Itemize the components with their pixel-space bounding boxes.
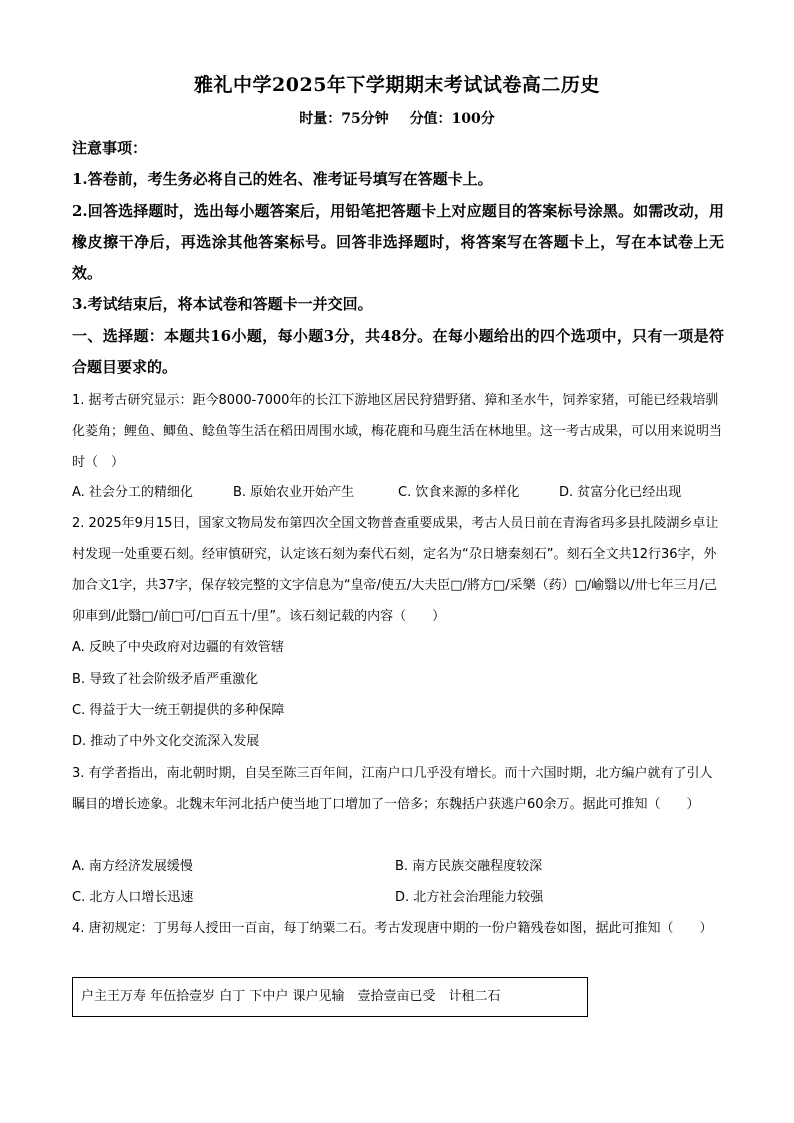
option-a[interactable]: A. 反映了中央政府对边疆的有效管辖: [72, 640, 284, 655]
household-record-box: 户主王万寿 年伍拾壹岁 白丁 下中户 课户见输 壹拾壹亩已受 计租二石: [72, 977, 588, 1017]
option-a[interactable]: A. 社会分工的精细化: [72, 485, 193, 500]
question-3-options-row1: [72, 851, 724, 882]
option-d[interactable]: D. 贫富分化已经出现: [559, 485, 682, 500]
exam-meta: [0, 108, 794, 128]
question-3-options-row2: [72, 882, 724, 913]
exam-title: 雅礼中学2025年下学期期末考试试卷高二历史: [194, 74, 600, 96]
option-b[interactable]: B. 原始农业开始产生: [233, 485, 355, 500]
question-4-stem: 4. 唐初规定：丁男每人授田一百亩，每丁纳粟二石。考古发现唐中期的一份户籍残卷如图，据此可推知（ ）: [72, 921, 713, 936]
question-2-stem: 2. 2025年9月15日，国家文物局发布第四次全国文物普查重要成果，考古人员日前在青海省玛多县扎陵湖乡卓让村发现一处重要石刻。经审慎研究，认定该石刻为秦代石刻，定名为“尕日塘秦刻石”。刻石全文共12行36字，外加合文1字，共37字，保存较完整的文字信息为“皇帝/使五/大夫臣□/將方□/采樂（药）□/崳翳以/卅七年三月/己卯車到/此翳□/前□可/□百五十/里”。该石刻记载的内容（ ）: [72, 516, 719, 624]
option-a[interactable]: A. 南方经济发展缓慢: [72, 859, 193, 874]
option-d[interactable]: D. 北方社会治理能力较强: [395, 890, 544, 905]
section-heading: 一、选择题：本题共16小题，每小题3分，共48分。在每小题给出的四个选项中，只有一项是符合题目要求的。: [72, 327, 724, 376]
option-b[interactable]: B. 导致了社会阶级矛盾严重激化: [72, 672, 259, 687]
notice-item-1: 1.答卷前，考生务必将自己的姓名、准考证号填写在答题卡上。: [72, 170, 493, 188]
notice-item-3: 3.考试结束后，将本试卷和答题卡一并交回。: [72, 295, 373, 313]
exam-time: 时量：75分钟: [299, 111, 389, 127]
question-3-stem: 3. 有学者指出，南北朝时期，自吴至陈三百年间，江南户口几乎没有增长。而十六国时期，北方编户就有了引人瞩目的增长迹象。北魏末年河北括户使当地丁口增加了一倍多；东魏括户获逃户60余万。据此可推知（ ）: [72, 766, 713, 812]
question-1-stem: 1. 据考古研究显示：距今8000-7000年的长江下游地区居民狩猎野猪、獐和圣水牛，饲养家猪，可能已经栽培驯化菱角；鲤鱼、鲫鱼、鲶鱼等生活在稻田周围水域，梅花鹿和马鹿生活在林地里。这一考古成果，可以用来说明当时（ ）: [72, 393, 723, 470]
exam-score: 分值：100分: [409, 111, 495, 127]
option-c[interactable]: C. 得益于大一统王朝提供的多种保障: [72, 703, 285, 718]
option-b[interactable]: B. 南方民族交融程度较深: [395, 859, 543, 874]
option-d[interactable]: D. 推动了中外文化交流深入发展: [72, 734, 260, 749]
option-c[interactable]: C. 饮食来源的多样化: [398, 485, 520, 500]
notice-heading: 注意事项：: [72, 139, 148, 157]
option-c[interactable]: C. 北方人口增长迅速: [72, 890, 194, 905]
question-1-options: [72, 477, 724, 508]
notice-item-2: 2.回答选择题时，选出每小题答案后，用铅笔把答题卡上对应题目的答案标号涂黑。如需改动，用橡皮擦干净后，再选涂其他答案标号。回答非选择题时，将答案写在答题卡上，写在本试卷上无效。: [72, 202, 724, 282]
